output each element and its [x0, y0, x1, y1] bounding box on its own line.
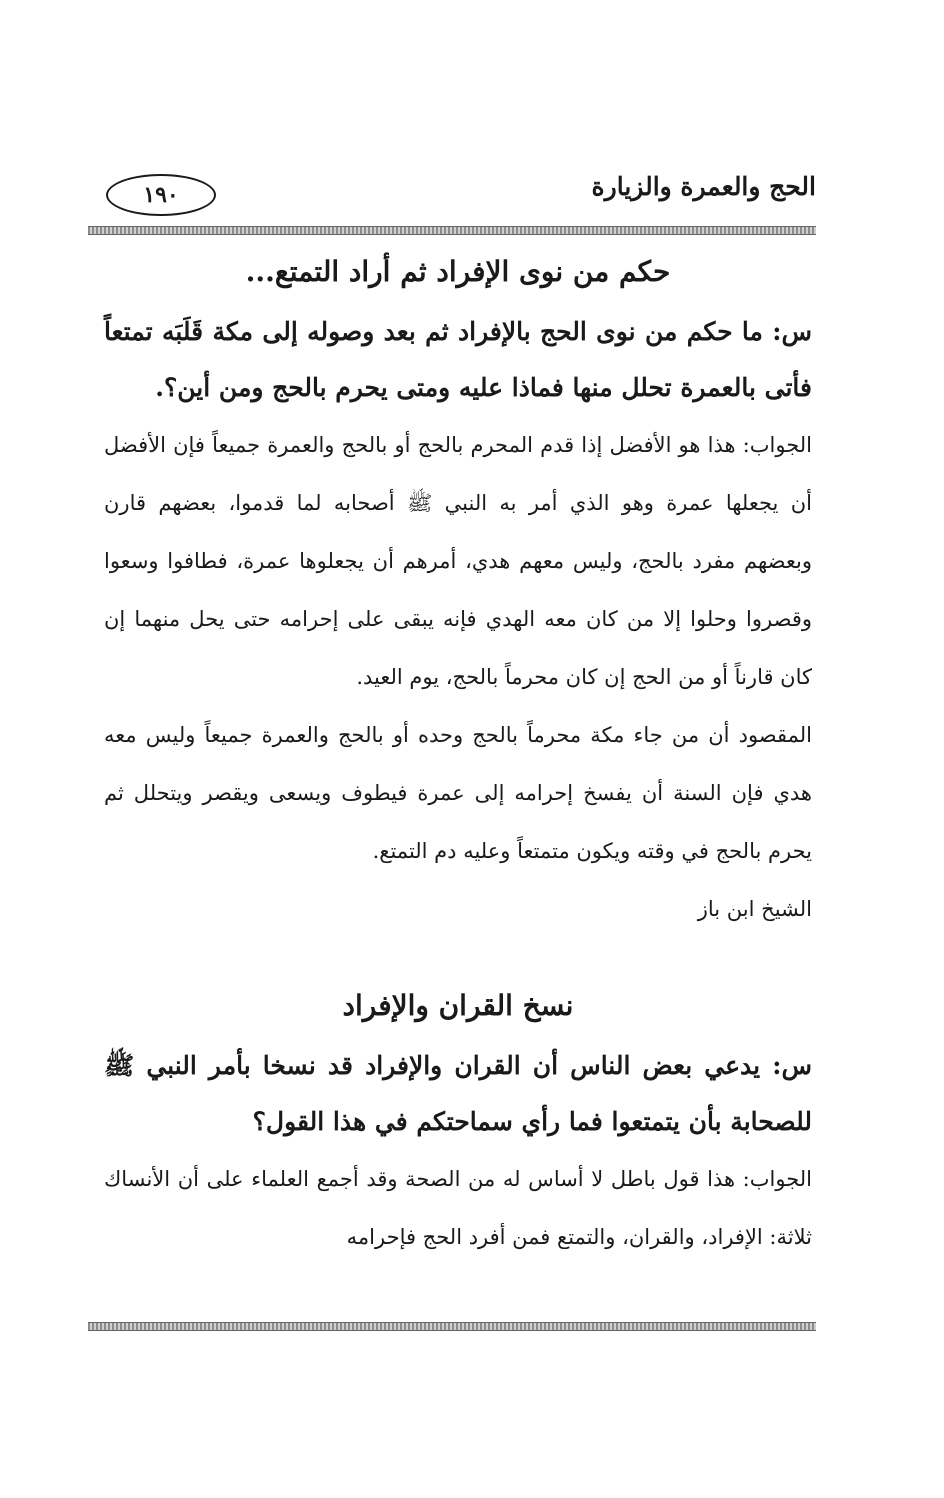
question-text: س: ما حكم من نوى الحج بالإفراد ثم بعد وصوله إلى مكة قَلَبَه تمتعاً فأتى بالعمرة تحلل منها فماذا عليه ومتى يحرم بالحج ومن أين؟.: [104, 317, 812, 402]
footer-rule: [88, 1322, 816, 1331]
answer-paragraph: المقصود أن من جاء مكة محرماً بالحج وحده أو بالحج والعمرة جميعاً وليس معه هدي فإن السنة أن يفسخ إحرامه إلى عمرة فيطوف ويسعى ويقصر ويتحلل ثم يحرم بالحج في وقته ويكون متمتعاً وعليه دم التمتع.: [104, 723, 812, 863]
page-number: ١٩٠: [106, 174, 216, 216]
question-text: س: يدعي بعض الناس أن القران والإفراد قد نسخا بأمر النبي ﷺ للصحابة بأن يتمتعوا فما رأي سماحتكم في هذا القول؟: [104, 1051, 812, 1136]
header-rule: [88, 226, 816, 235]
attribution: الشيخ ابن باز: [697, 897, 812, 921]
answer-paragraph: الجواب: هذا قول باطل لا أساس له من الصحة وقد أجمع العلماء على أن الأنساك ثلاثة: الإفراد، والقران، والتمتع فمن أفرد الحج فإحرامه: [104, 1167, 812, 1249]
section-title: حكم من نوى الإفراد ثم أراد التمتع...: [245, 255, 671, 288]
page-header: [96, 168, 816, 224]
answer-paragraph: الجواب: هذا هو الأفضل إذا قدم المحرم بالحج أو بالحج والعمرة جميعاً فإن الأفضل أن يجعلها عمرة وهو الذي أمر به النبي ﷺ أصحابه لما قدموا، بعضهم قارن وبعضهم مفرد بالحج، وليس معهم هدي، أمرهم أن يجعلوها عمرة، فطافوا وسعوا وقصروا وحلوا إلا من كان معه الهدي فإنه يبقى على إحرامه حتى يحل منهما إن كان قارناً أو من الحج إن كان محرماً بالحج، يوم العيد.: [104, 433, 812, 689]
book-title: الحج والعمرة والزيارة: [591, 172, 816, 201]
page-body: [104, 240, 812, 1266]
section-title: نسخ القران والإفراد: [342, 989, 574, 1022]
